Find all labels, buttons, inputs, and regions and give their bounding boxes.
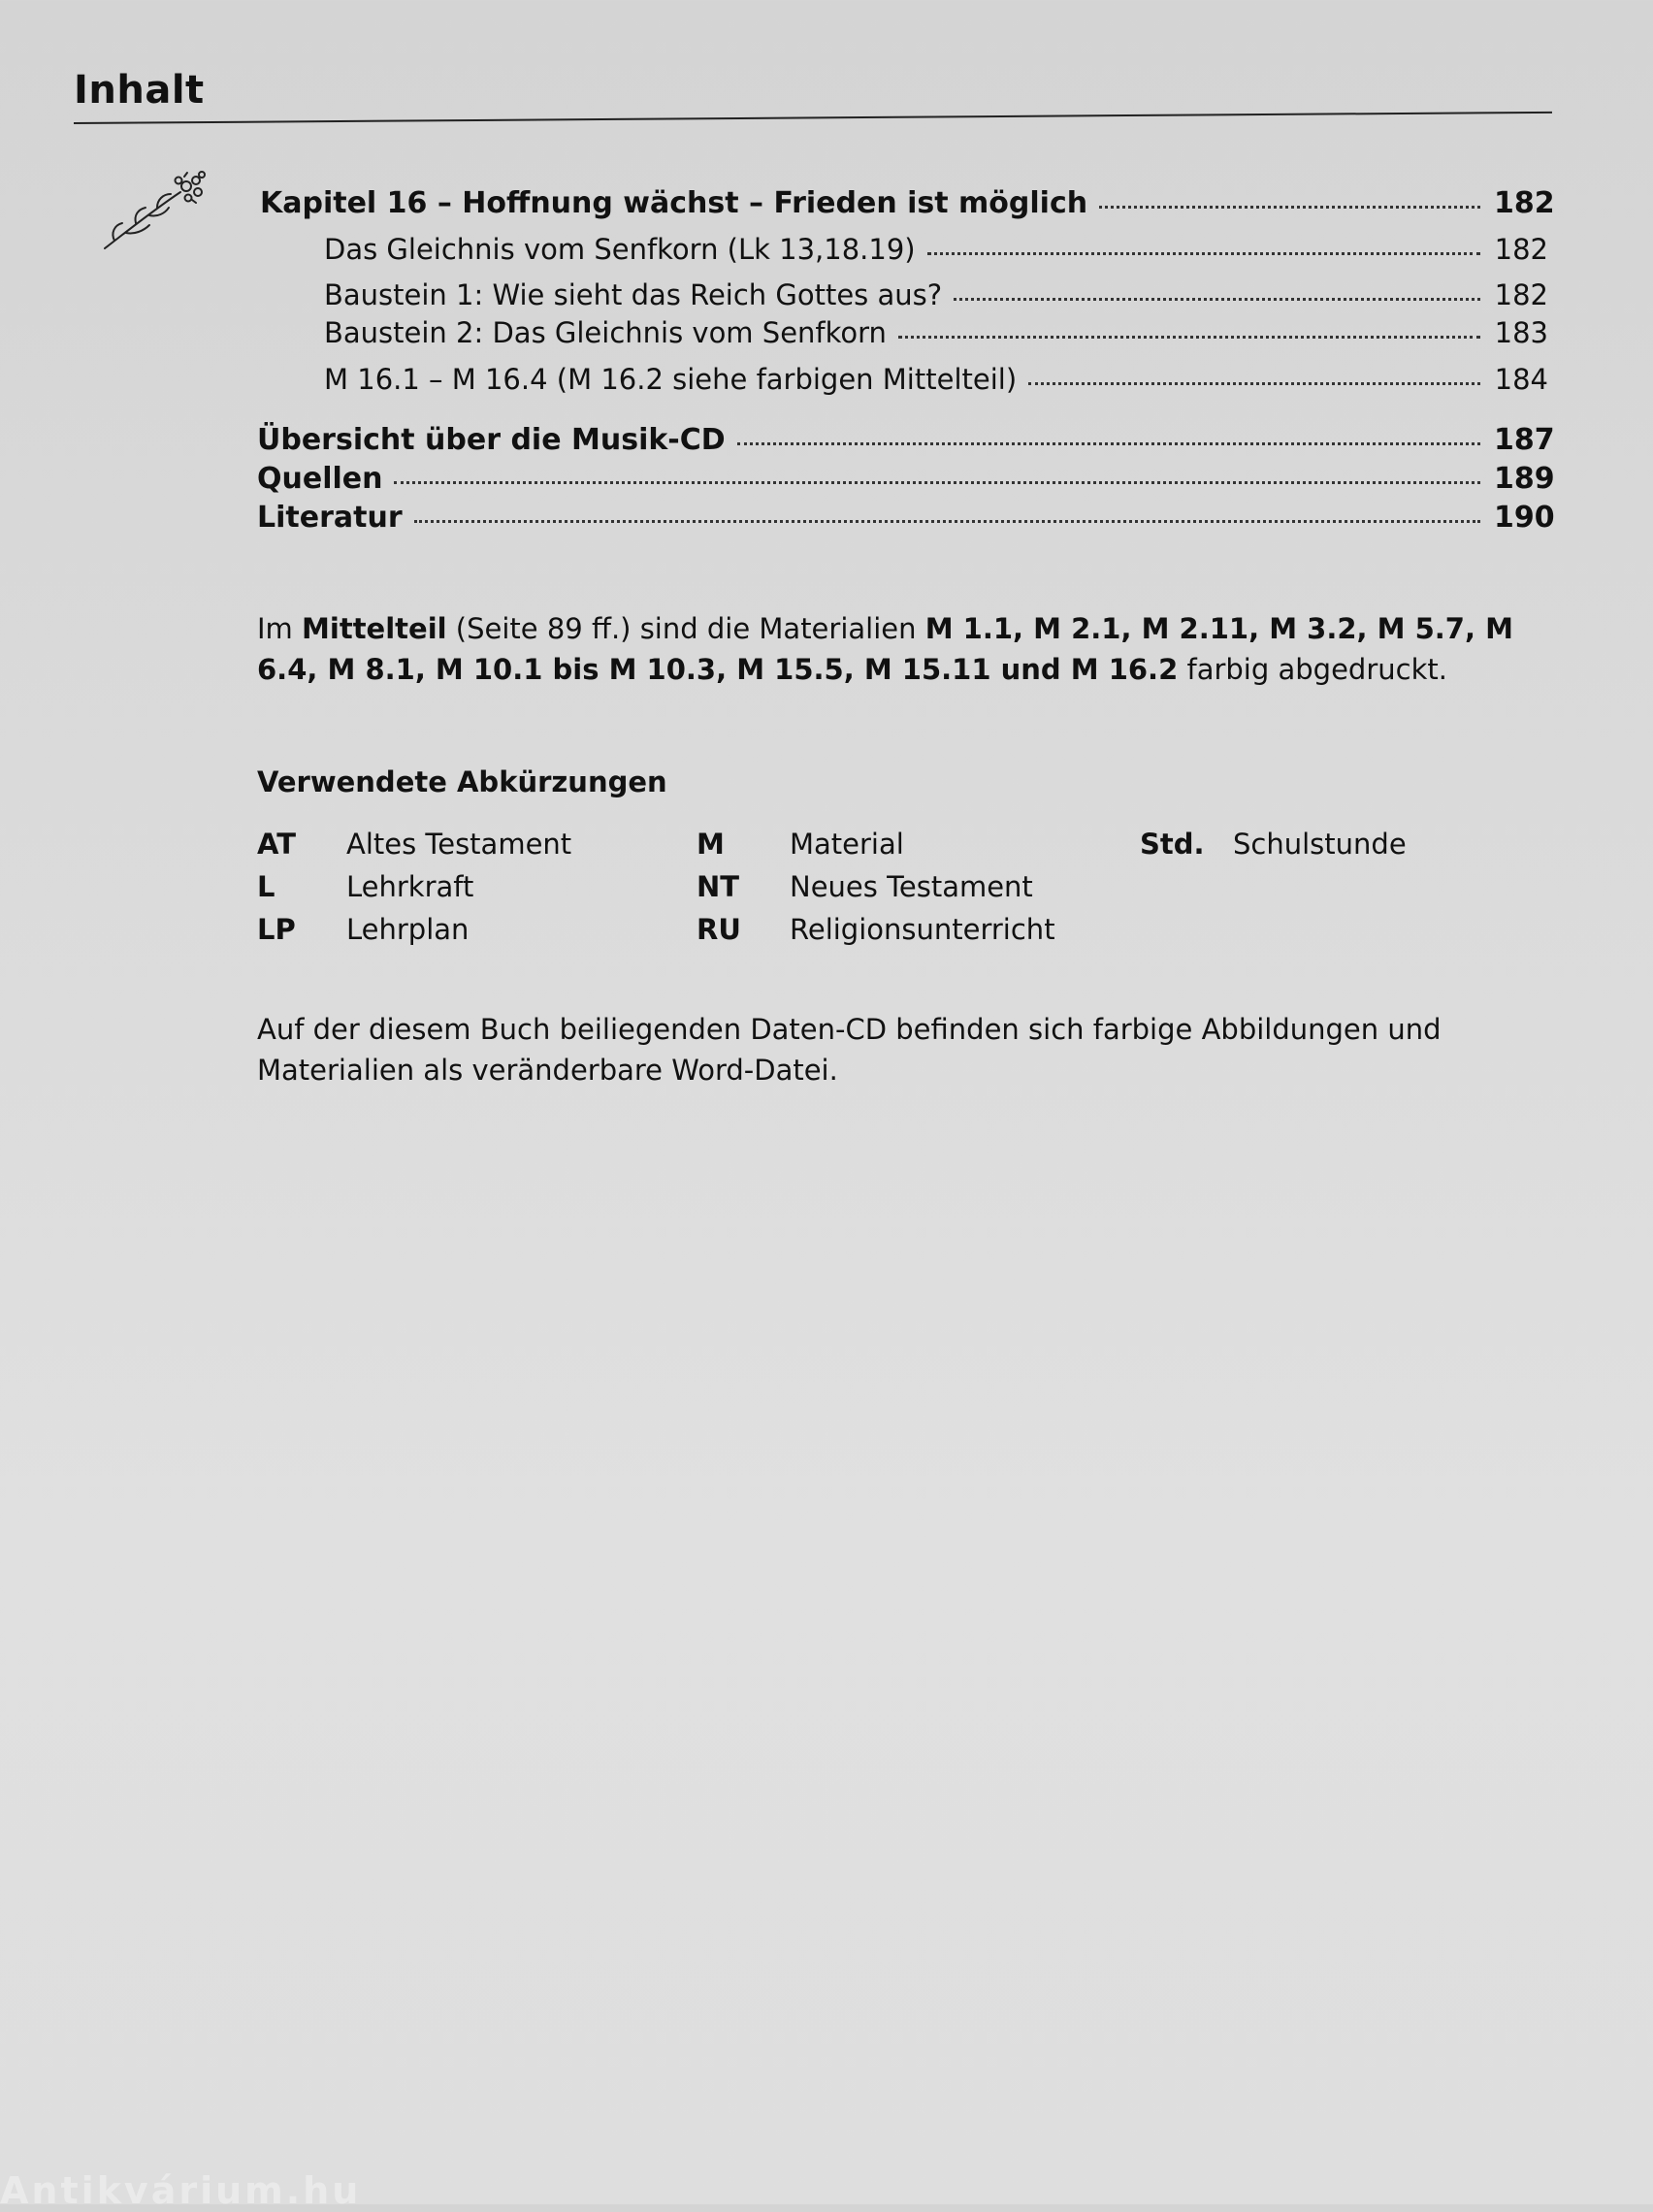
toc-label: Das Gleichnis vom Senfkorn (Lk 13,18.19) xyxy=(324,233,916,266)
toc-page: 182 xyxy=(1494,278,1548,311)
toc-page: 182 xyxy=(1494,186,1555,220)
toc-label: Baustein 1: Wie sieht das Reich Gottes aus? xyxy=(324,278,943,311)
mittelteil-text: (Seite 89 ff.) sind die Materialien xyxy=(446,612,925,645)
watermark: Antikvárium.hu xyxy=(0,2169,362,2212)
toc-label: Quellen xyxy=(257,462,383,496)
abbr-code: Std. xyxy=(1140,828,1205,861)
toc-leader xyxy=(1028,382,1480,385)
toc-label: Übersicht über die Musik-CD xyxy=(257,423,726,457)
toc-page: 190 xyxy=(1494,501,1555,535)
abbr-meaning: Lehrplan xyxy=(346,913,470,946)
mittelteil-text: Im xyxy=(257,612,303,645)
toc-label: Kapitel 16 – Hoffnung wächst – Frieden ist möglich xyxy=(260,186,1088,220)
cd-note: Auf der diesem Buch beiliegenden Daten-CD befinden sich farbige Abbildungen und Materialien als veränderbare Word-Datei. xyxy=(257,1013,1442,1087)
title-rule xyxy=(74,112,1552,124)
toc-entry-baustein-2 xyxy=(324,316,1548,349)
abbr-code: M xyxy=(697,828,725,861)
abbr-meaning: Schulstunde xyxy=(1233,828,1407,861)
page-title: Inhalt xyxy=(74,68,205,113)
abbr-code: NT xyxy=(697,870,740,903)
toc-label: Literatur xyxy=(257,501,403,535)
blossom-sprig-icon xyxy=(101,171,210,252)
mittelteil-note xyxy=(257,608,1557,690)
toc-page: 184 xyxy=(1494,363,1548,396)
abbr-code: RU xyxy=(697,913,741,946)
abbr-meaning: Lehrkraft xyxy=(346,870,474,903)
toc-page: 182 xyxy=(1494,233,1548,266)
toc-entry-materialien xyxy=(324,363,1548,396)
abbr-code: L xyxy=(257,870,276,903)
toc-entry-musik-cd xyxy=(257,423,1555,457)
toc-entry-gleichnis xyxy=(324,233,1548,266)
abbr-code: LP xyxy=(257,913,296,946)
toc-leader xyxy=(1099,206,1480,209)
abbr-meaning: Religionsunterricht xyxy=(790,913,1055,946)
toc-leader xyxy=(898,336,1480,339)
toc-entry-quellen xyxy=(257,462,1555,496)
toc-leader xyxy=(394,481,1480,484)
toc-entry-kapitel-16 xyxy=(260,186,1555,220)
mittelteil-text: farbig abgedruckt. xyxy=(1178,653,1447,686)
abbreviations-heading: Verwendete Abkürzungen xyxy=(257,765,667,798)
toc-leader xyxy=(927,252,1480,255)
abbr-meaning: Material xyxy=(790,828,904,861)
mittelteil-materials: M 1.1, M 2.1, M 2.11, M 3.2, M 5.7, M 6.4, M 8.1, M 10.1 bis M 10.3, M 15.5, M 15.11 und M 16.2 xyxy=(257,612,1513,686)
toc-entry-baustein-1 xyxy=(324,278,1548,311)
mittelteil-keyword: Mittelteil xyxy=(302,612,447,645)
toc-label: Baustein 2: Das Gleichnis vom Senfkorn xyxy=(324,316,887,349)
toc-page: 187 xyxy=(1494,423,1555,457)
toc-leader xyxy=(414,520,1480,523)
toc-page: 189 xyxy=(1494,462,1555,496)
abbr-meaning: Altes Testament xyxy=(346,828,572,861)
toc-label: M 16.1 – M 16.4 (M 16.2 siehe farbigen Mittelteil) xyxy=(324,363,1018,396)
toc-page: 183 xyxy=(1494,316,1548,349)
toc-entry-literatur xyxy=(257,501,1555,535)
abbr-meaning: Neues Testament xyxy=(790,870,1033,903)
toc-leader xyxy=(954,298,1480,301)
toc-leader xyxy=(737,442,1480,445)
abbr-code: AT xyxy=(257,828,296,861)
